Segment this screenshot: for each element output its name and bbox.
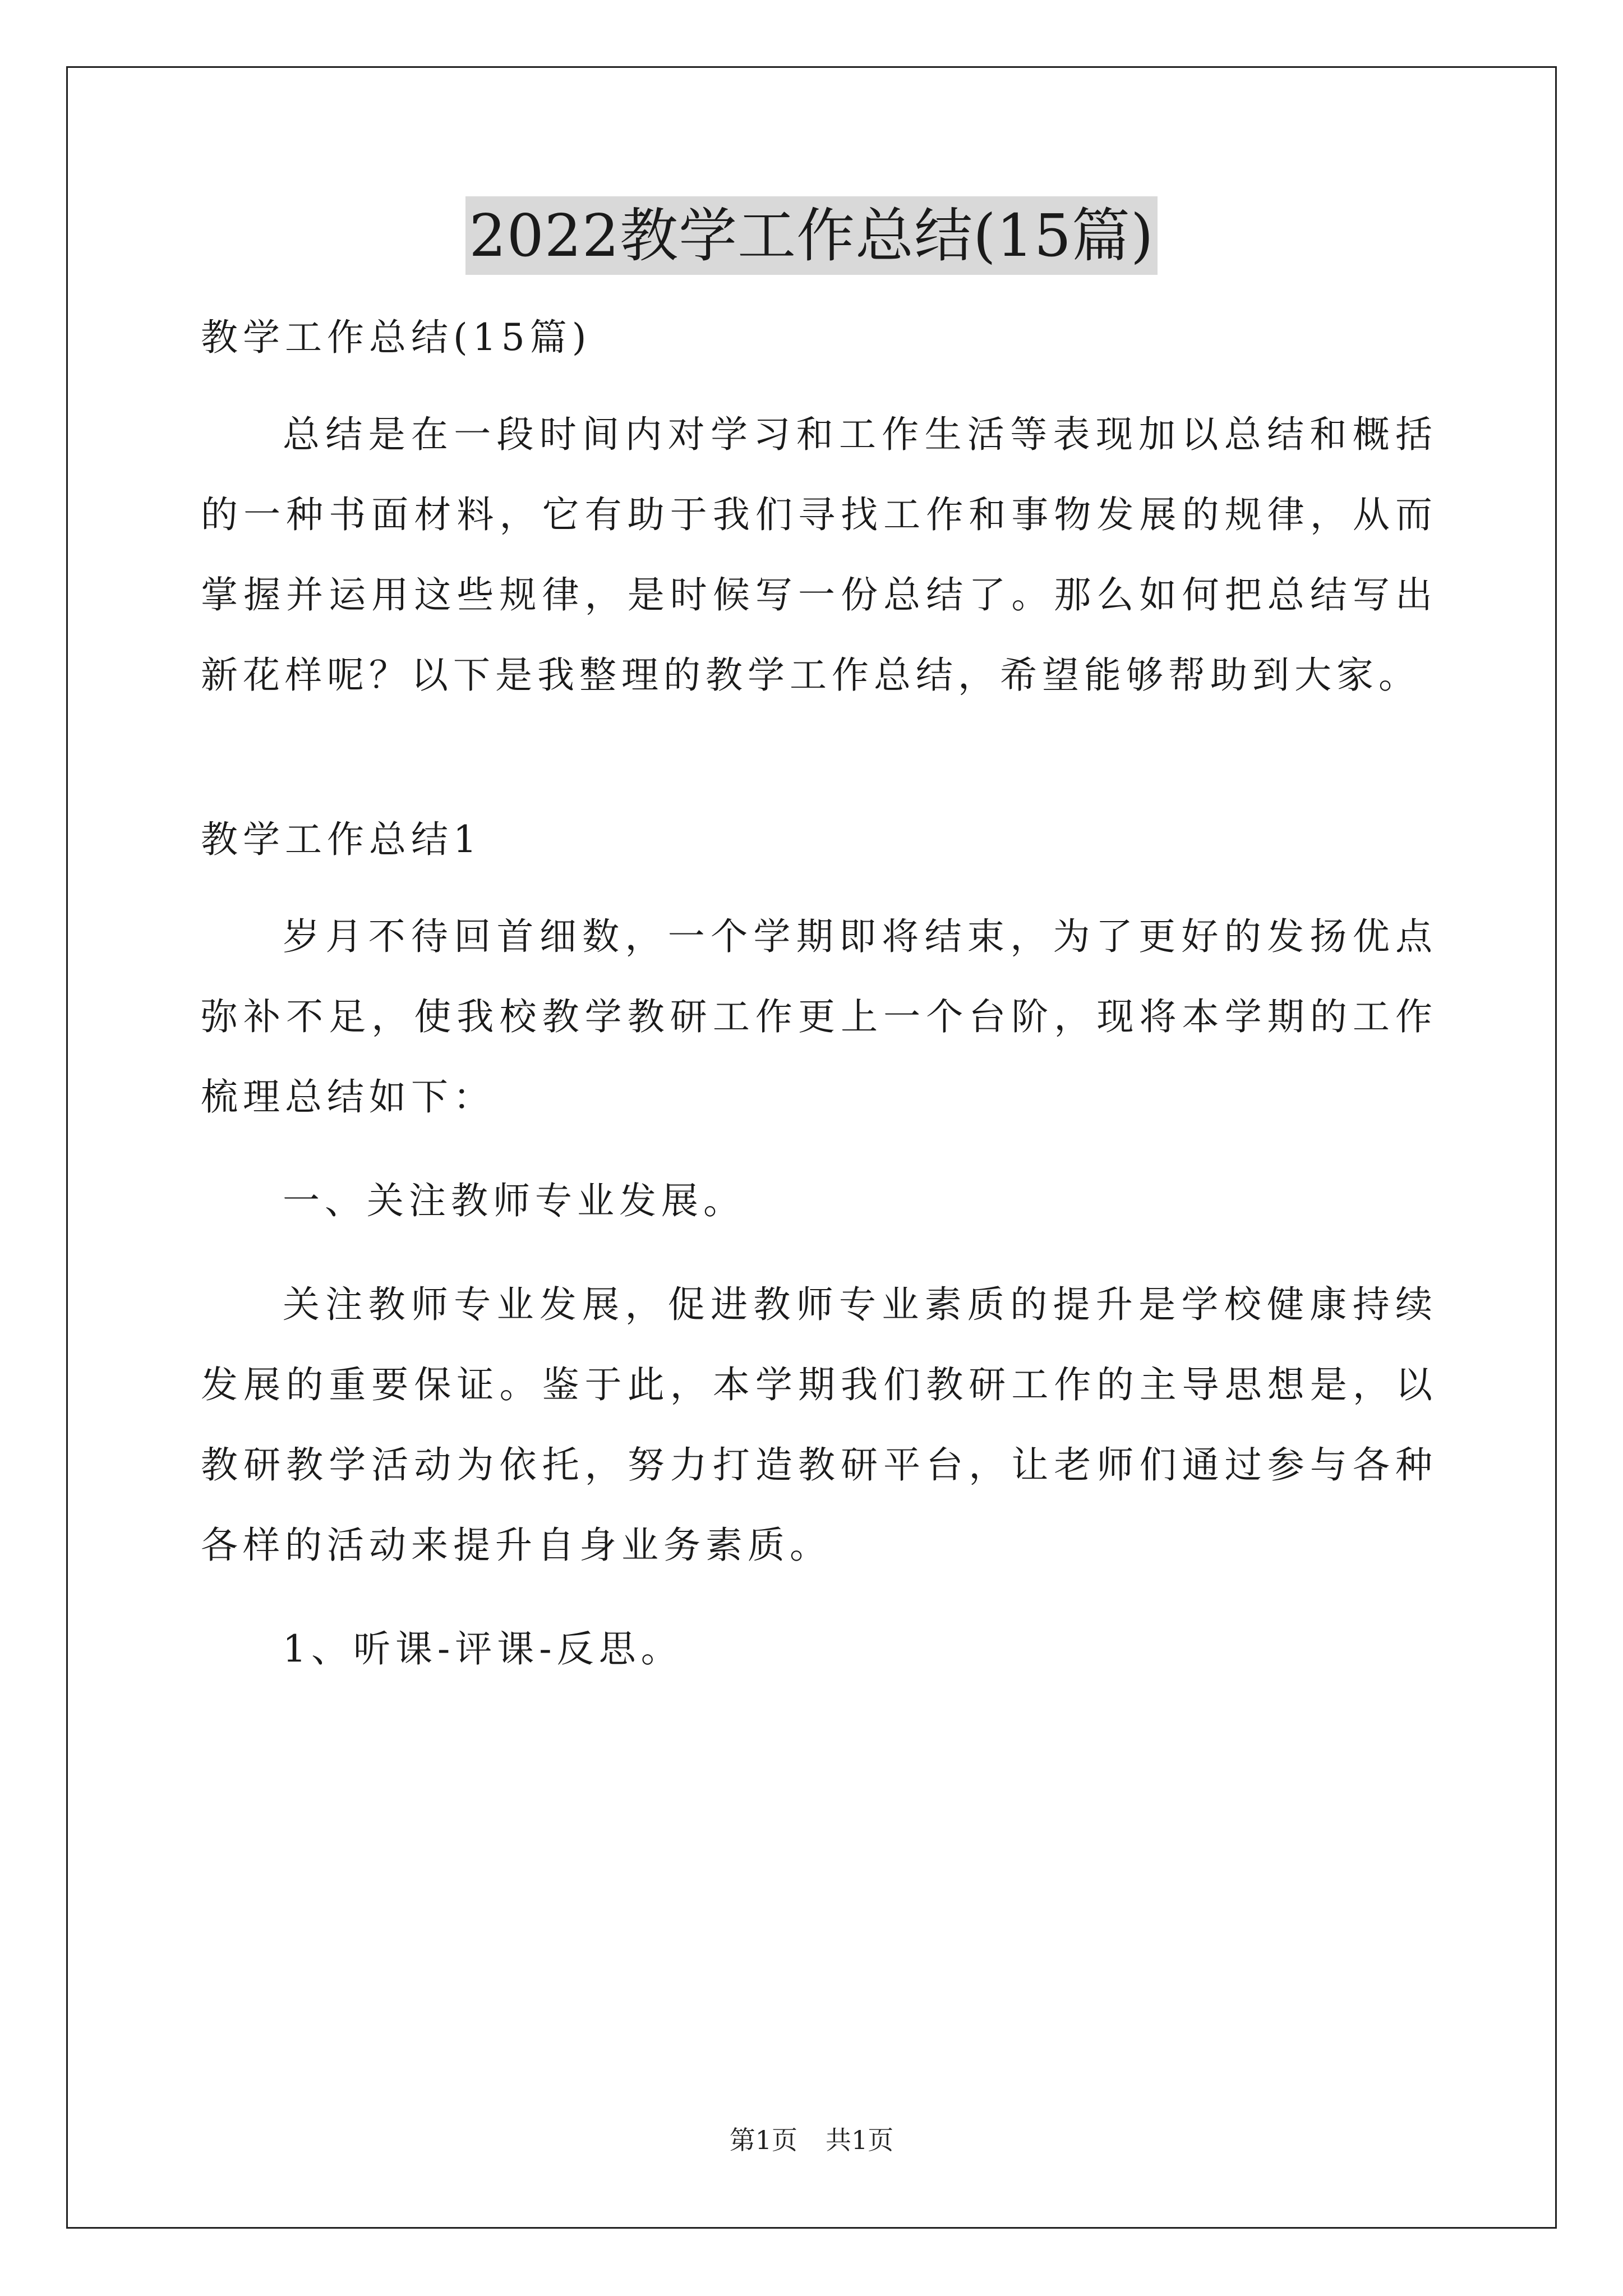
body-paragraph: 关注教师专业发展，促进教师专业素质的提升是学校健康持续发展的重要保证。鉴于此，本学期我们教研工作的主导思想是，以教研教学活动为依托，努力打造教研平台，让老师们通过参与各种各样的活动来提升自身业务素质。 xyxy=(201,1283,1437,1567)
page-number-current: 第1页 xyxy=(729,2125,797,2155)
body-paragraph: 一、关注教师专业发展。 xyxy=(283,1179,745,1222)
document-body xyxy=(201,297,1437,1689)
document-subtitle: 教学工作总结(15篇) xyxy=(201,316,592,359)
page-number-total: 共1页 xyxy=(826,2125,894,2155)
body-paragraph: 岁月不待回首细数，一个学期即将结束，为了更好的发扬优点弥补不足，使我校教学教研工作更上一个台阶，现将本学期的工作梳理总结如下： xyxy=(201,915,1437,1119)
body-paragraph: 1、听课-评课-反思。 xyxy=(283,1627,683,1671)
page-footer xyxy=(0,2123,1623,2157)
section-heading: 教学工作总结1 xyxy=(201,818,482,861)
title-container xyxy=(0,196,1623,275)
document-title: 2022教学工作总结(15篇) xyxy=(465,196,1157,275)
intro-paragraph: 总结是在一段时间内对学习和工作生活等表现加以总结和概括的一种书面材料，它有助于我们寻找工作和事物发展的规律，从而掌握并运用这些规律，是时候写一份总结了。那么如何把总结写出新花样呢？以下是我整理的教学工作总结，希望能够帮助到大家。 xyxy=(201,413,1437,697)
